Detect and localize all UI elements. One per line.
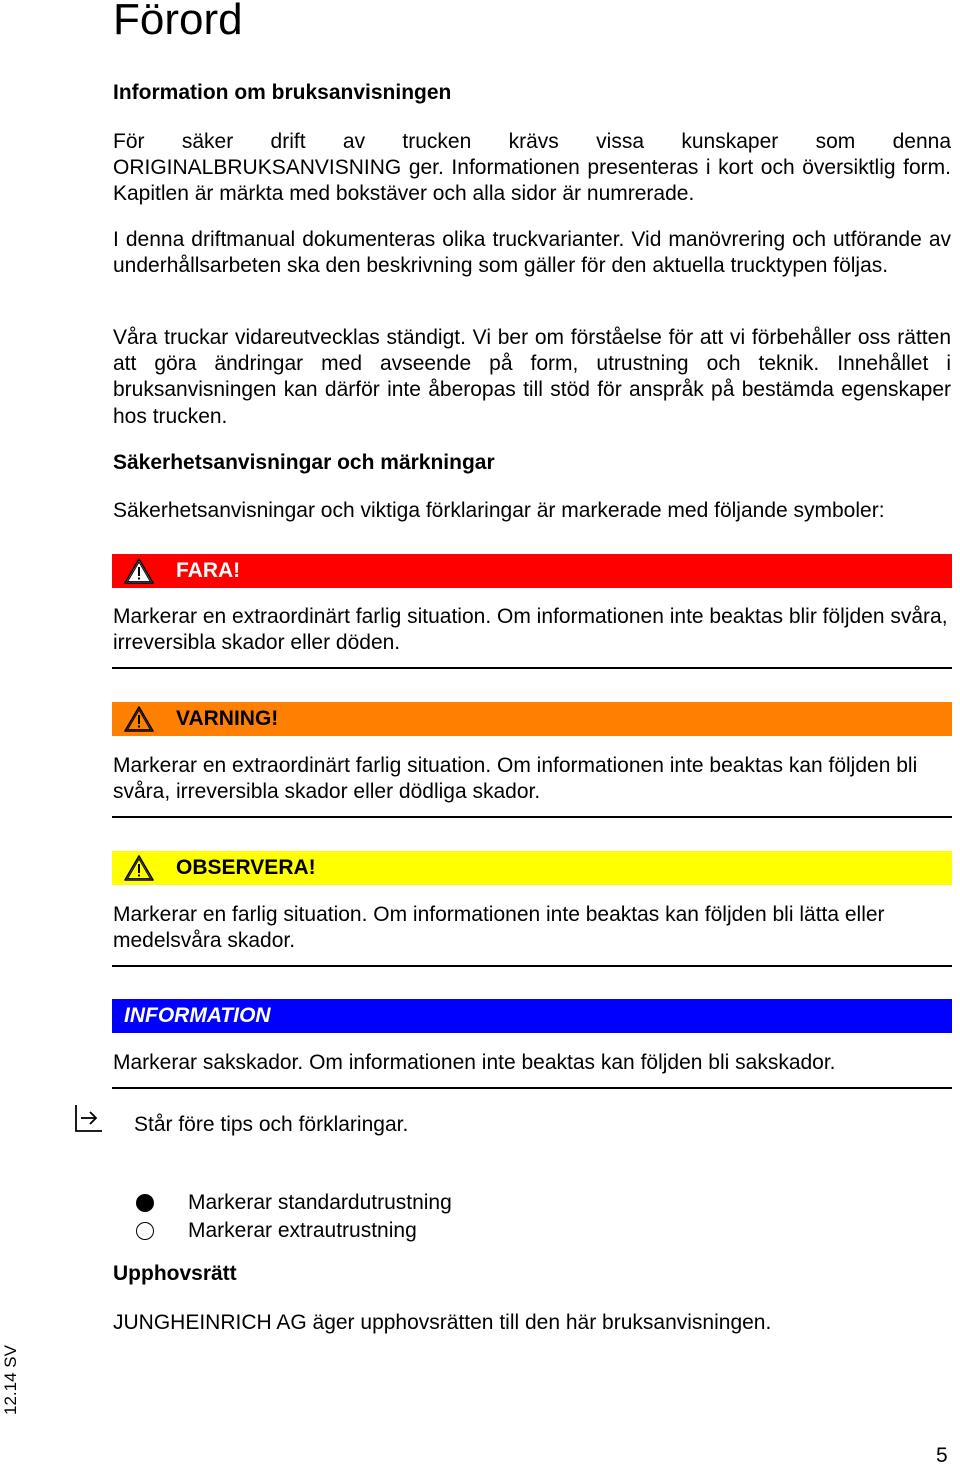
observera-text: Markerar en farlig situation. Om informationen inte beaktas kan följden bli lätta eller medelsvåra skador.	[113, 903, 885, 953]
fara-banner	[112, 554, 952, 588]
warning-triangle-icon	[122, 704, 156, 734]
varning-banner	[112, 702, 952, 736]
warning-triangle-icon	[122, 556, 156, 586]
filled-circle-icon	[136, 1194, 154, 1212]
fara-divider	[112, 667, 952, 669]
information-label: INFORMATION	[124, 1004, 271, 1027]
varning-divider	[112, 816, 952, 818]
varning-text: Markerar en extraordinärt farlig situation. Om informationen inte beaktas kan följden bli svåra, irreversibla skador eller dödliga skador.	[113, 754, 918, 804]
section-heading-copyright: Upphovsrätt	[113, 1262, 237, 1285]
section-heading-info: Information om bruksanvisningen	[113, 81, 452, 104]
tip-text: Står före tips och förklaringar.	[134, 1113, 409, 1136]
warning-triangle-icon	[122, 853, 156, 883]
info-paragraph-2: I denna driftmanual dokumenteras olika truckvarianter. Vid manövrering och utförande av underhållsarbeten ska den beskrivning som gäller för den aktuella trucktypen följas.	[113, 228, 951, 278]
information-divider	[112, 1087, 952, 1089]
varning-label: VARNING!	[176, 707, 279, 730]
hollow-circle-icon	[136, 1222, 154, 1240]
info-paragraph-3: Våra truckar vidareutvecklas ständigt. Vi ber om förståelse för att vi förbehåller oss rätten att göra ändringar med avseende på form, utrustning och teknik. Innehållet i bruksanvisningen kan därför inte åberopas till stöd för anspråk på bestämda egenskaper hos trucken.	[113, 326, 951, 428]
information-text: Markerar sakskador. Om informationen inte beaktas kan följden bli sakskador.	[113, 1051, 836, 1074]
safety-intro-paragraph: Säkerhetsanvisningar och viktiga förklaringar är markerade med följande symboler:	[113, 499, 885, 522]
information-banner	[112, 999, 952, 1033]
arrow-right-box-icon	[74, 1103, 104, 1133]
page-title: Förord	[113, 0, 243, 44]
observera-divider	[112, 965, 952, 967]
page-number: 5	[936, 1444, 948, 1467]
fara-label: FARA!	[176, 559, 241, 582]
copyright-text: JUNGHEINRICH AG äger upphovsrätten till den här bruksanvisningen.	[113, 1311, 772, 1334]
legend-standard	[136, 1189, 452, 1217]
footer-code	[0, 1340, 22, 1420]
observera-label: OBSERVERA!	[176, 856, 316, 879]
fara-text: Markerar en extraordinärt farlig situation. Om informationen inte beaktas blir följden svåra, irreversibla skador eller döden.	[113, 605, 948, 655]
info-paragraph-1: För säker drift av trucken krävs vissa kunskaper som denna ORIGINALBRUKSANVISNING ger. Informationen presenteras i kort och översiktlig form. Kapitlen är märkta med bokstäver och alla sidor är numrerade.	[113, 130, 951, 206]
legend-extra	[136, 1217, 417, 1245]
legend-extra-text: Markerar extrautrustning	[188, 1219, 417, 1242]
observera-banner	[112, 851, 952, 885]
section-heading-safety: Säkerhetsanvisningar och märkningar	[113, 451, 495, 474]
legend-standard-text: Markerar standardutrustning	[188, 1191, 452, 1214]
footer-code-text: 12.14 SV	[1, 1345, 20, 1415]
